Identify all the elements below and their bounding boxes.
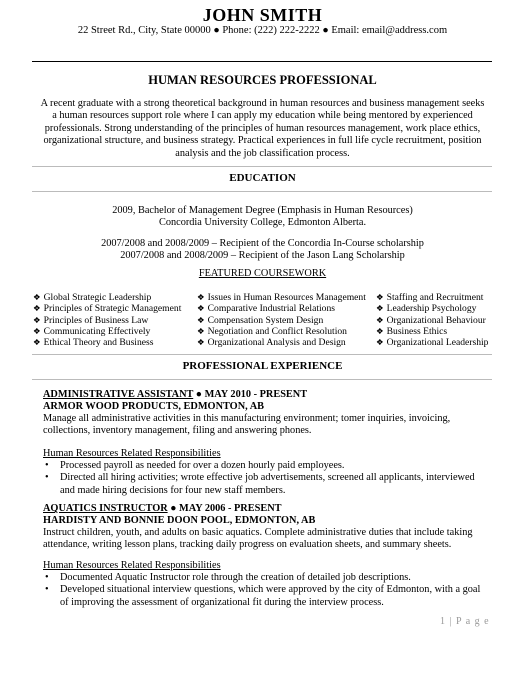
- job-title: AQUATICS INSTRUCTOR: [43, 503, 168, 514]
- course-item: ❖ Leadership Psychology: [376, 303, 477, 315]
- education-heading: EDUCATION: [229, 172, 296, 184]
- job-dates: ● MAY 2010 - PRESENT: [193, 389, 308, 400]
- course-item: ❖ Principles of Business Law: [33, 314, 149, 326]
- list-item: • Processed payroll as needed for over a dozen hourly paid employees.: [45, 460, 345, 471]
- course-item: ❖ Ethical Theory and Business: [33, 337, 154, 349]
- course-item: ❖ Comparative Industrial Relations: [197, 303, 335, 315]
- education-divider-top: [32, 166, 492, 167]
- course-item: ❖ Global Strategic Leadership: [33, 292, 152, 303]
- course-item: ❖ Compensation System Design: [197, 314, 324, 326]
- coursework-column-3: [376, 292, 488, 348]
- job-description: Instruct children, youth, and adults on basic aquatics. Complete administrative duties that include taking attendance, writing lesson plans, tracking daily progress on evaluation sheets, and summary sheets.: [43, 527, 473, 551]
- list-item: • Developed situational interview questions, which were approved by the city of Edmonton, with a goal of improving the assessment of organizational fit during the interview process.: [45, 584, 481, 608]
- candidate-name: JOHN SMITH: [202, 5, 323, 25]
- education-divider-bottom: [32, 191, 492, 192]
- degree-line: 2009, Bachelor of Management Degree (Emphasis in Human Resources): [112, 205, 413, 216]
- course-item: ❖ Staffing and Recruitment: [376, 292, 484, 303]
- job-company: ARMOR WOOD PRODUCTS, EDMONTON, AB: [43, 401, 265, 412]
- course-item: ❖ Organizational Leadership: [376, 337, 489, 349]
- responsibilities-list: [43, 460, 483, 497]
- course-item: ❖ Business Ethics: [376, 325, 448, 337]
- job-title-line: [43, 503, 282, 514]
- responsibilities-heading: Human Resources Related Responsibilities: [43, 448, 221, 459]
- experience-divider-top: [32, 354, 492, 355]
- resume-title: HUMAN RESOURCES PROFESSIONAL: [148, 73, 377, 87]
- course-item: ❖ Negotiation and Conflict Resolution: [197, 325, 347, 337]
- experience-divider-bottom: [32, 379, 492, 380]
- coursework-column-2: [197, 292, 366, 348]
- header-divider: [32, 61, 492, 62]
- course-item: ❖ Communicating Effectively: [33, 325, 151, 337]
- responsibilities-heading: Human Resources Related Responsibilities: [43, 560, 221, 571]
- scholarship-line-1: 2007/2008 and 2008/2009 – Recipient of the Concordia In-Course scholarship: [101, 238, 424, 249]
- contact-info: 22 Street Rd., City, State 00000 ● Phone: (222) 222-2222 ● Email: email@address.com: [77, 25, 448, 36]
- list-item: • Directed all hiring activities; wrote effective job advertisements, screened all applicants, interviewed and made hiring decisions for four new staff members.: [45, 472, 475, 496]
- summary-paragraph: A recent graduate with a strong theoretical background in human resources and business management seeks a human resources support role where I can apply my education while being mentored by experienced professionals. Strong understanding of the principles of human resources management, work place ethics, organizational structure, and business strategy. Practical experiences in full life cycle recruitment, position analysis and the job classification process.: [40, 98, 485, 159]
- course-item: ❖ Organizational Analysis and Design: [197, 337, 346, 349]
- school-line: Concordia University College, Edmonton Alberta.: [158, 217, 367, 228]
- job-title-line: [43, 389, 307, 400]
- course-item: ❖ Issues in Human Resources Management: [197, 292, 366, 303]
- experience-heading: PROFESSIONAL EXPERIENCE: [182, 360, 343, 372]
- scholarship-line-2: 2007/2008 and 2008/2009 – Recipient of the Jason Lang Scholarship: [120, 250, 405, 261]
- responsibilities-list: [43, 572, 483, 609]
- coursework-heading: FEATURED COURSEWORK: [198, 268, 327, 279]
- job-title: ADMINISTRATIVE ASSISTANT: [43, 389, 194, 400]
- job-description: Manage all administrative activities in this manufacturing environment; tomer inquiries, invoicing, collections, inventory management, filing and answering phones.: [43, 413, 451, 437]
- list-item: • Documented Aquatic Instructor role through the creation of detailed job descriptions.: [45, 572, 411, 583]
- coursework-column-1: [33, 292, 181, 348]
- course-item: ❖ Principles of Strategic Management: [33, 303, 182, 315]
- course-item: ❖ Organizational Behaviour: [376, 314, 486, 326]
- job-company: HARDISTY AND BONNIE DOON POOL, EDMONTON, AB: [43, 515, 316, 526]
- page-number: 1 | P a g e: [440, 616, 490, 627]
- job-dates: ● MAY 2006 - PRESENT: [167, 503, 282, 514]
